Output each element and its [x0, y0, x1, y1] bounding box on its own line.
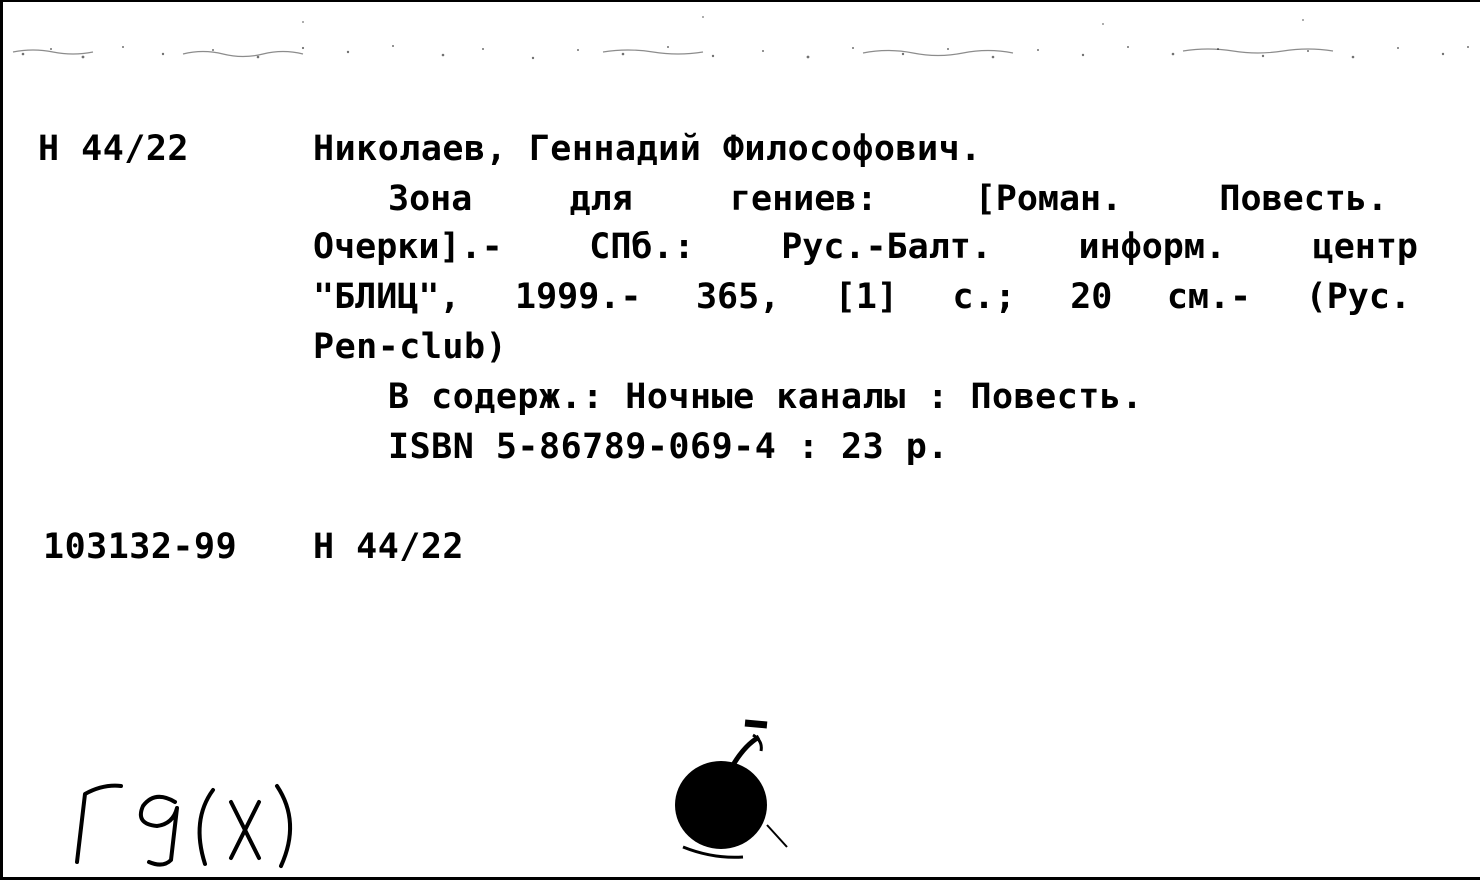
- imprint-word: Очерки].-: [313, 227, 503, 267]
- imprint-word: см.-: [1166, 277, 1252, 317]
- imprint-word: с.;: [952, 277, 1016, 317]
- contents-note: В содерж.: Ночные каналы : Повесть.: [388, 377, 1144, 417]
- title-line-3: [313, 277, 1411, 317]
- title-line-1: [388, 179, 1388, 219]
- imprint-word: 1999.-: [515, 277, 642, 317]
- imprint-word: 365,: [695, 277, 781, 317]
- inventory-call-number: Н 44/22: [313, 527, 465, 567]
- inventory-number: 103132-99: [43, 527, 238, 567]
- series-end: Pen-club): [313, 327, 508, 367]
- title-word: Зона: [388, 179, 473, 219]
- title-line-2: [313, 227, 1418, 267]
- title-word: Повесть.: [1219, 179, 1388, 219]
- imprint-word: СПб.:: [589, 227, 695, 267]
- scan-noise-strip: [3, 2, 1480, 82]
- imprint-word: (Рус.: [1305, 277, 1411, 317]
- call-number: Н 44/22: [38, 129, 190, 169]
- title-word: [Роман.: [974, 179, 1123, 219]
- imprint-word: 20: [1070, 277, 1113, 317]
- isbn-line: ISBN 5-86789-069-4 : 23 р.: [388, 427, 949, 467]
- imprint-word: Рус.-Балт.: [781, 227, 992, 267]
- title-word: гениев:: [729, 179, 878, 219]
- imprint-word: [1]: [834, 277, 898, 317]
- imprint-word: центр: [1312, 227, 1418, 267]
- imprint-word: информ.: [1078, 227, 1227, 267]
- title-word: для: [569, 179, 633, 219]
- handwritten-mark: [63, 762, 323, 872]
- imprint-word: "БЛИЦ",: [313, 277, 461, 317]
- ink-blot-stamp: [663, 707, 803, 867]
- author-heading: Николаев, Геннадий Философович.: [313, 129, 982, 169]
